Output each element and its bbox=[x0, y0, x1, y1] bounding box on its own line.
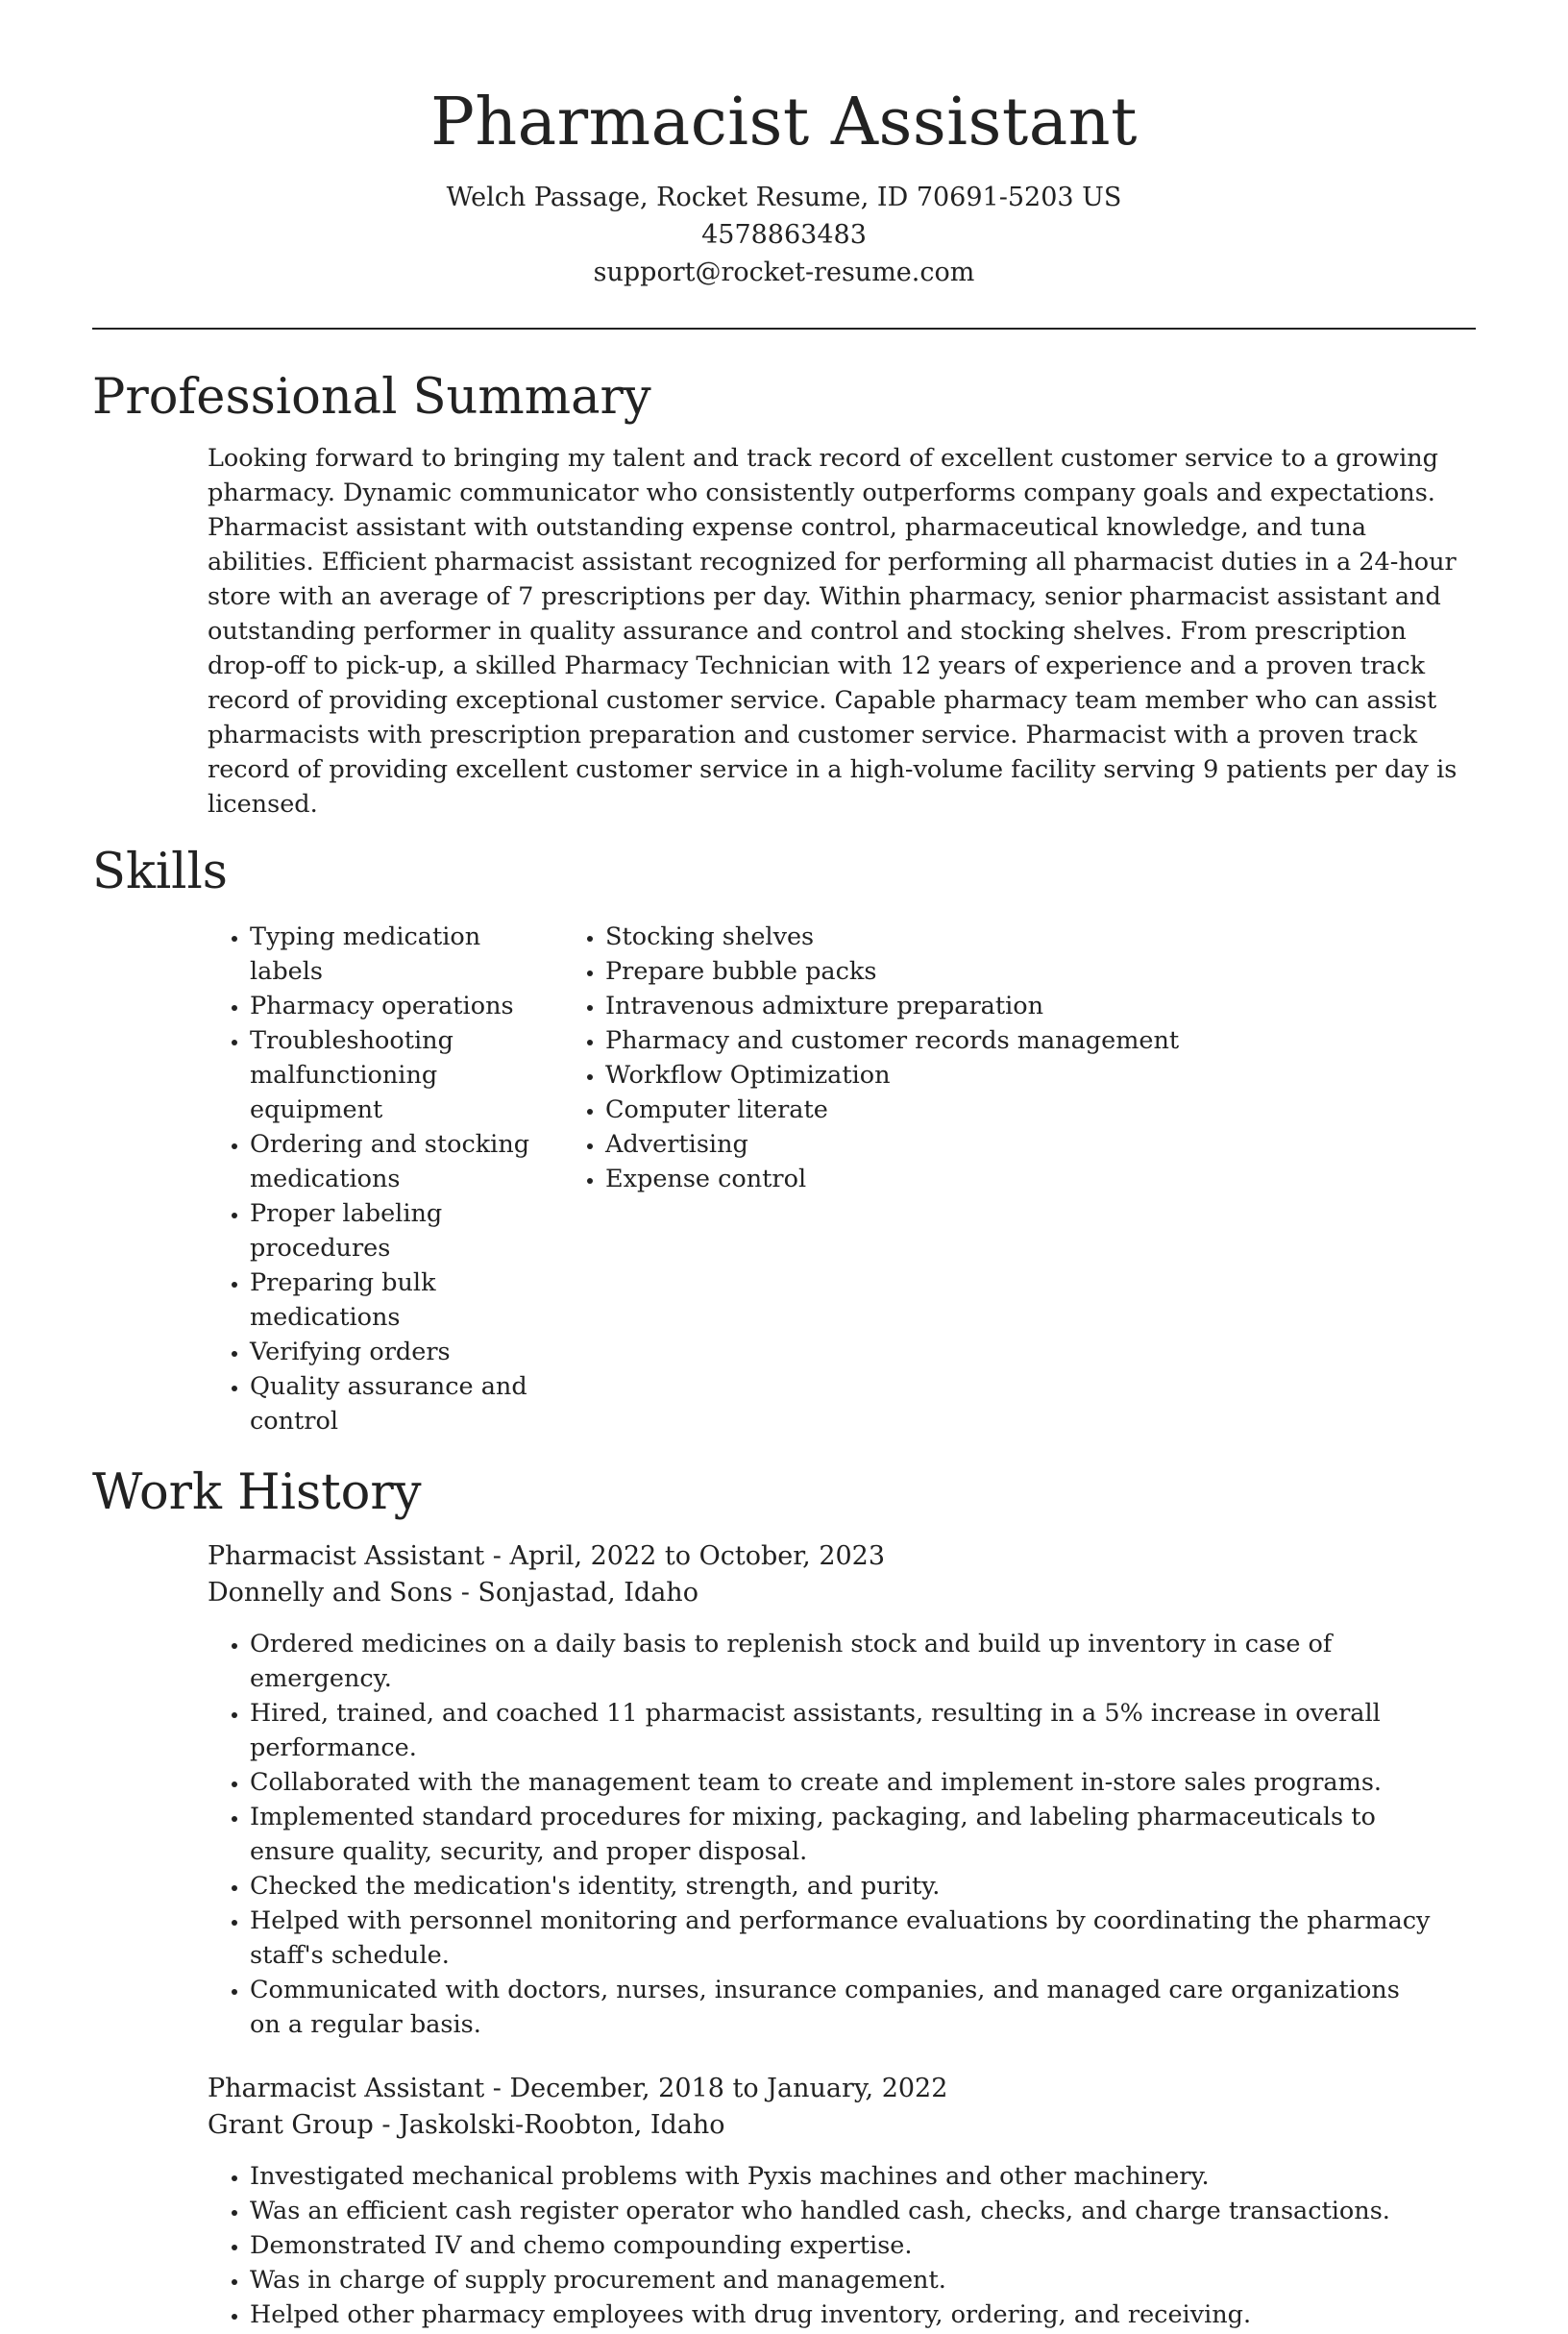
summary-text: Looking forward to bringing my talent and track record of excellent customer service to a growing pharmacy. Dynamic communicator who consistently outperforms company goals and expectations. Pharmacist assistant with outstanding expense control, pharmaceutical knowledge, and tuna abilities. Efficient pharmacist assistant recognized for performing all pharmacist duties in a 24-hour store with an average of 7 prescriptions per day. Within pharmacy, senior pharmacist assistant and outstanding performer in quality assurance and control and stocking shelves. From prescription drop-off to pick-up, a skilled Pharmacy Technician with 12 years of experience and a proven track record of providing exceptional customer service. Capable pharmacy team member who can assist pharmacists with prescription preparation and customer service. Pharmacist with a proven track record of providing excellent customer service in a high-volume facility serving 9 patients per day is licensed. bbox=[208, 444, 1458, 819]
job-title-dates: Pharmacist Assistant - April, 2022 to October, 2023 bbox=[208, 1541, 886, 1571]
job-duty-item: • Helped other pharmacy employees with drug inventory, ordering, and receiving. bbox=[250, 2297, 1433, 2332]
skill-item: • Expense control bbox=[605, 1162, 1232, 1196]
job-duty-item: • Helped with personnel monitoring and performance evaluations by coordinating the pharmacy staff's schedule. bbox=[250, 1904, 1433, 1973]
candidate-name: Pharmacist Assistant bbox=[430, 85, 1138, 160]
skills-column-right bbox=[559, 920, 1232, 1438]
job-duties bbox=[208, 1627, 1433, 2042]
job-entry bbox=[208, 1538, 1476, 2042]
job-duty-item: • Ordered medicines on a daily basis to replenish stock and build up inventory in case of emergency. bbox=[250, 1627, 1433, 1696]
skill-item: • Quality assurance and control bbox=[250, 1369, 559, 1438]
job-duty-item: • Was an efficient cash register operator who handled cash, checks, and charge transactions. bbox=[250, 2194, 1433, 2228]
work-history-heading: Work History bbox=[92, 1464, 422, 1521]
job-duty-item: • Investigated mechanical problems with Pyxis machines and other machinery. bbox=[250, 2159, 1433, 2194]
job-duty-item: • Collaborated with the management team to create and implement in-store sales programs. bbox=[250, 1765, 1433, 1800]
job-duty-item: • Implemented standard procedures for mixing, packaging, and labeling pharmaceuticals to ensure quality, security, and proper disposal. bbox=[250, 1800, 1433, 1869]
job-title-dates: Pharmacist Assistant - December, 2018 to January, 2022 bbox=[208, 2074, 948, 2103]
skill-item: • Intravenous admixture preparation bbox=[605, 989, 1232, 1023]
contact-phone: 4578863483 bbox=[701, 220, 867, 250]
skill-item: • Proper labeling procedures bbox=[250, 1196, 559, 1265]
skill-item: • Pharmacy operations bbox=[250, 989, 559, 1023]
job-duty-item: • Was in charge of supply procurement and management. bbox=[250, 2263, 1433, 2297]
skill-item: • Verifying orders bbox=[250, 1335, 559, 1369]
skill-item: • Preparing bulk medications bbox=[250, 1265, 559, 1335]
job-duty-item: • Demonstrated IV and chemo compounding expertise. bbox=[250, 2228, 1433, 2263]
skill-item: • Pharmacy and customer records management bbox=[605, 1023, 1232, 1058]
skill-item: • Workflow Optimization bbox=[605, 1058, 1232, 1093]
skills-column-left bbox=[92, 920, 559, 1438]
job-company-location: Donnelly and Sons - Sonjastad, Idaho bbox=[208, 1578, 698, 1608]
skill-item: • Troubleshooting malfunctioning equipment bbox=[250, 1023, 559, 1127]
job-company-location: Grant Group - Jaskolski-Roobton, Idaho bbox=[208, 2110, 725, 2140]
resume-header bbox=[92, 0, 1476, 291]
skills-list bbox=[92, 920, 1476, 1438]
job-duty-item: • Checked the medication's identity, strength, and purity. bbox=[250, 1869, 1433, 1904]
job-duty-item: • Communicated with doctors, nurses, insurance companies, and managed care organizations on a regular basis. bbox=[250, 1973, 1433, 2042]
skill-item: • Advertising bbox=[605, 1127, 1232, 1162]
contact-address: Welch Passage, Rocket Resume, ID 70691-5203 US bbox=[446, 183, 1122, 212]
skill-item: • Ordering and stocking medications bbox=[250, 1127, 559, 1196]
skill-item: • Stocking shelves bbox=[605, 920, 1232, 954]
resume-page bbox=[92, 0, 1476, 2332]
summary-heading: Professional Summary bbox=[92, 369, 651, 426]
skill-item: • Typing medication labels bbox=[250, 920, 559, 989]
skill-item: • Prepare bubble packs bbox=[605, 954, 1232, 989]
skills-heading: Skills bbox=[92, 844, 228, 900]
contact-email: support@rocket-resume.com bbox=[593, 258, 975, 287]
header-divider bbox=[92, 328, 1476, 330]
job-duty-item: • Hired, trained, and coached 11 pharmacist assistants, resulting in a 5% increase in overall performance. bbox=[250, 1696, 1433, 1765]
contact-info bbox=[92, 179, 1476, 291]
job-duties bbox=[208, 2159, 1433, 2332]
skill-item: • Computer literate bbox=[605, 1093, 1232, 1127]
job-entry bbox=[208, 2071, 1476, 2332]
